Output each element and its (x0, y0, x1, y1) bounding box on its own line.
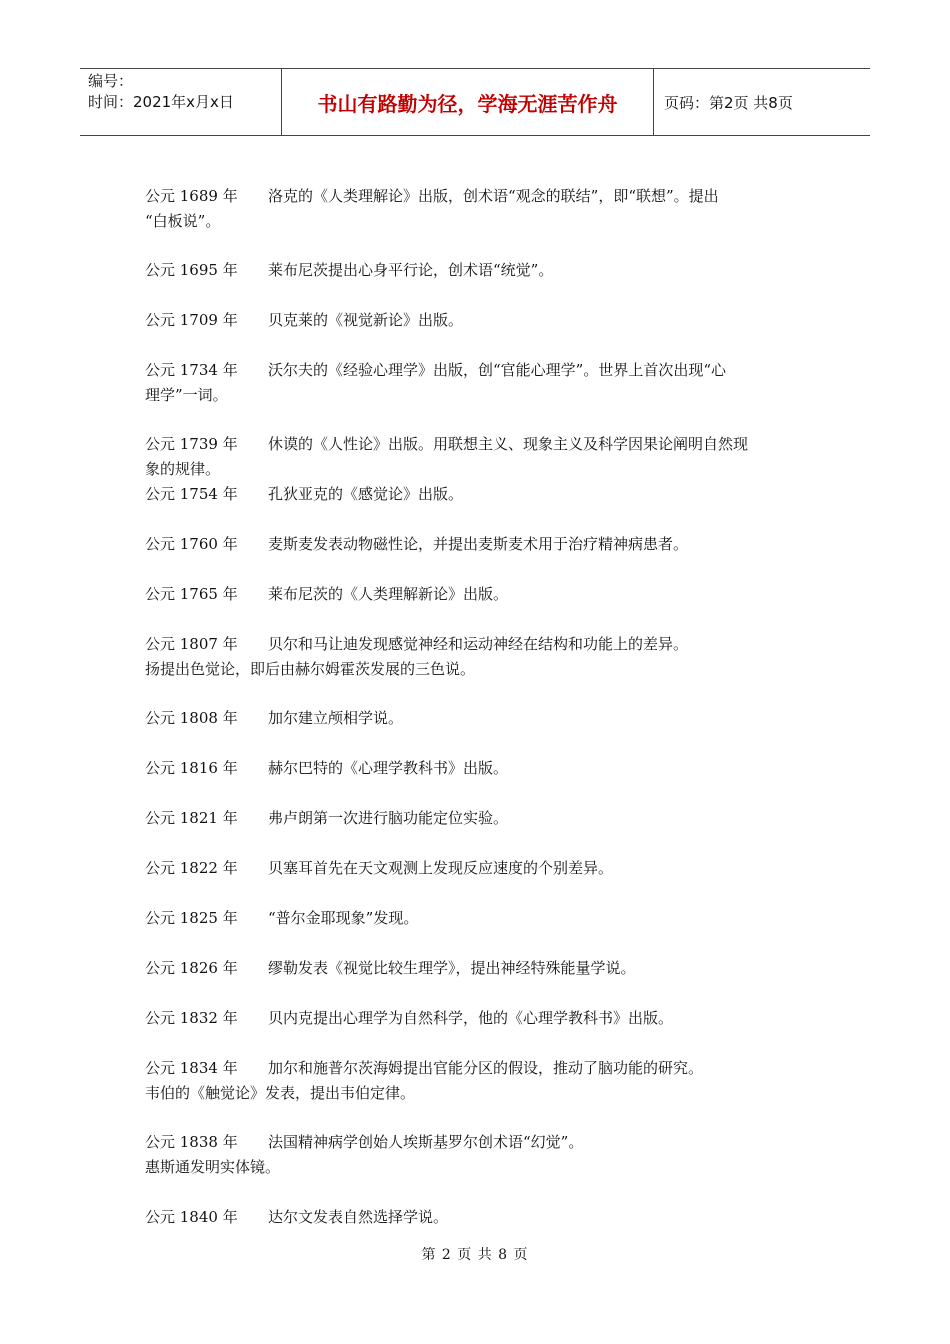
entry-line (145, 532, 825, 557)
header-page-info: 页码：第2页 共8页 (664, 93, 793, 112)
entry-text: 缪勒发表《视觉比较生理学》，提出神经特殊能量学说。 (268, 959, 636, 977)
timeline-entry (145, 258, 825, 283)
entry-continuation: 韦伯的《触觉论》发表，提出韦伯定律。 (145, 1084, 416, 1102)
header-motto: 书山有路勤为径，学海无涯苦作舟 (282, 69, 654, 135)
entry-text: 休谟的《人性论》出版。用联想主义、现象主义及科学因果论阐明自然现 (268, 435, 749, 453)
entry-text: “普尔金耶现象”发现。 (268, 909, 419, 927)
entry-line (145, 856, 825, 881)
entry-text: 贝尔和马让迪发现感觉神经和运动神经在结构和功能上的差异。 (268, 635, 689, 653)
entry-line (145, 706, 825, 731)
entry-continuation: 惠斯通发明实体镜。 (145, 1158, 281, 1176)
entry-year: 公元 1816 年 (145, 759, 238, 777)
timeline-entry (145, 756, 825, 781)
entry-year: 公元 1739 年 (145, 435, 238, 453)
entry-line (145, 632, 825, 657)
timeline-entry (145, 806, 825, 831)
entry-continuation: 扬提出色觉论，即后由赫尔姆霍茨发展的三色说。 (145, 660, 476, 678)
entry-text: 莱布尼茨的《人类理解新论》出版。 (268, 585, 509, 603)
entry-year: 公元 1760 年 (145, 535, 238, 553)
timeline-entry (145, 582, 825, 607)
entry-year: 公元 1838 年 (145, 1133, 238, 1151)
number-label: 编号： (88, 72, 134, 90)
timeline-entry (145, 706, 825, 731)
entry-line (145, 1056, 825, 1081)
page-header (80, 68, 870, 136)
entry-continuation: “白板说”。 (145, 212, 221, 230)
timeline-entry (145, 906, 825, 931)
entry-continuation: 象的规律。 (145, 460, 221, 478)
entry-line (145, 906, 825, 931)
timeline-entry (145, 956, 825, 981)
entry-text: 贝内克提出心理学为自然科学，他的《心理学教科书》出版。 (268, 1009, 674, 1027)
entry-line (145, 1130, 825, 1155)
entry-text: 加尔和施普尔茨海姆提出官能分区的假设，推动了脑功能的研究。 (268, 1059, 704, 1077)
entry-year: 公元 1821 年 (145, 809, 238, 827)
header-meta (80, 69, 282, 135)
page-footer: 第 2 页 共 8 页 (421, 1247, 529, 1263)
entry-line (145, 582, 825, 607)
entry-text: 沃尔夫的《经验心理学》出版，创“官能心理学”。世界上首次出现“心 (268, 361, 727, 379)
entry-text: 达尔文发表自然选择学说。 (268, 1208, 449, 1226)
entry-text: 贝塞耳首先在天文观测上发现反应速度的个别差异。 (268, 859, 614, 877)
entry-line (145, 1006, 825, 1031)
entry-year: 公元 1754 年 (145, 485, 238, 503)
entry-year: 公元 1822 年 (145, 859, 238, 877)
entry-text: 洛克的《人类理解论》出版，创术语“观念的联结”，即“联想”。提出 (268, 187, 719, 205)
entry-text: 赫尔巴特的《心理学教科书》出版。 (268, 759, 509, 777)
timeline-entry (145, 856, 825, 881)
entry-year: 公元 1832 年 (145, 1009, 238, 1027)
entry-line (145, 956, 825, 981)
entry-line (145, 432, 825, 457)
entry-year: 公元 1695 年 (145, 261, 238, 279)
entry-line (145, 482, 825, 507)
entry-year: 公元 1807 年 (145, 635, 238, 653)
timeline-entry (145, 184, 825, 234)
time-label: 时间：2021年x月x日 (88, 93, 234, 111)
timeline-entry (145, 1130, 825, 1180)
timeline-entry (145, 1205, 825, 1230)
entry-text: 莱布尼茨提出心身平行论，创术语“统觉”。 (268, 261, 554, 279)
entry-year: 公元 1808 年 (145, 709, 238, 727)
entry-text: 贝克莱的《视觉新论》出版。 (268, 311, 464, 329)
entry-line (145, 756, 825, 781)
entry-text: 加尔建立颅相学说。 (268, 709, 404, 727)
entry-year: 公元 1765 年 (145, 585, 238, 603)
entry-line (145, 1205, 825, 1230)
entry-continuation: 理学”一词。 (145, 386, 228, 404)
entry-year: 公元 1834 年 (145, 1059, 238, 1077)
entry-line (145, 184, 825, 209)
timeline-entry (145, 482, 825, 507)
entry-year: 公元 1689 年 (145, 187, 238, 205)
entry-line (145, 308, 825, 333)
entry-year: 公元 1825 年 (145, 909, 238, 927)
timeline-entry (145, 358, 825, 408)
entry-text: 孔狄亚克的《感觉论》出版。 (268, 485, 464, 503)
timeline-entry (145, 1006, 825, 1031)
entry-text: 弗卢朗第一次进行脑功能定位实验。 (268, 809, 509, 827)
timeline-entry (145, 432, 825, 482)
entry-line (145, 358, 825, 383)
entry-text: 法国精神病学创始人埃斯基罗尔创术语“幻觉”。 (268, 1133, 584, 1151)
timeline-entry (145, 632, 825, 682)
entry-line (145, 806, 825, 831)
timeline-entry (145, 532, 825, 557)
entry-year: 公元 1826 年 (145, 959, 238, 977)
entry-line (145, 258, 825, 283)
timeline-entry (145, 1056, 825, 1106)
entry-year: 公元 1709 年 (145, 311, 238, 329)
entry-year: 公元 1734 年 (145, 361, 238, 379)
entry-text: 麦斯麦发表动物磁性论，并提出麦斯麦术用于治疗精神病患者。 (268, 535, 689, 553)
entry-year: 公元 1840 年 (145, 1208, 238, 1226)
timeline-entry (145, 308, 825, 333)
